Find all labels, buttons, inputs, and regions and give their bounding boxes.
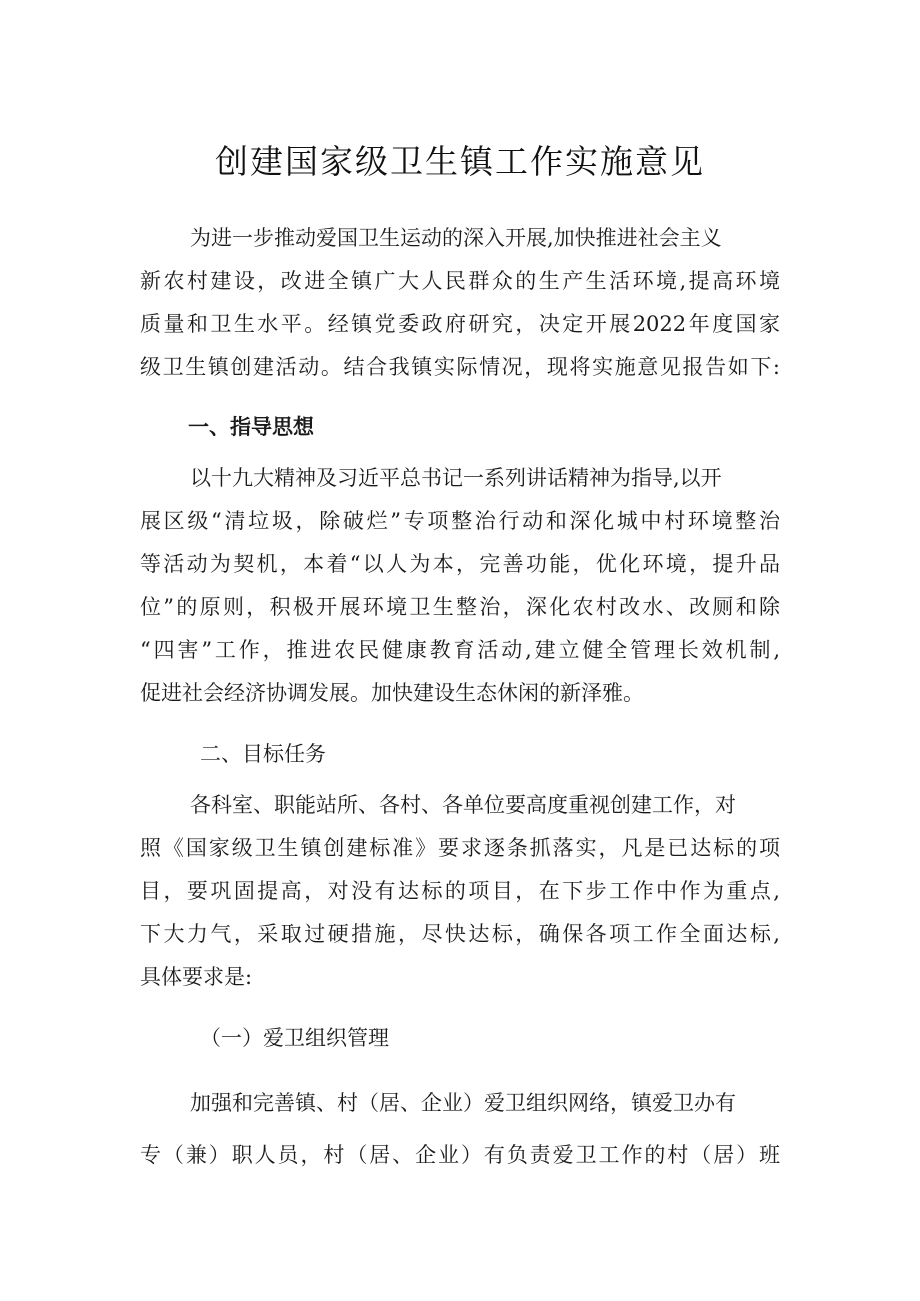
paragraph-line: 等活动为契机，本着“以人为本，完善功能，优化环境，提升品 bbox=[140, 552, 780, 576]
paragraph-line: 位”的原则，积极开展环境卫生整治，深化农村改水、改厕和除 bbox=[140, 595, 780, 619]
paragraph-line: 质量和卫生水平。经镇党委政府研究，决定开展2022年度国家 bbox=[140, 312, 780, 336]
paragraph-line: 下大力气，采取过硬措施，尽快达标，确保各项工作全面达标, bbox=[140, 922, 780, 946]
paragraph-line: 展区级“清垃圾，除破烂”专项整治行动和深化城中村环境整治 bbox=[140, 509, 780, 533]
paragraph-line: 以十九大精神及习近平总书记一系列讲话精神为指导,以开 bbox=[190, 466, 722, 490]
paragraph-line: 促进社会经济协调发展。加快建设生态休闲的新泽雅。 bbox=[140, 681, 644, 705]
section-heading: 二、目标任务 bbox=[200, 742, 326, 766]
subsection-heading: （一）爱卫组织管理 bbox=[200, 1026, 389, 1050]
paragraph-line: 为进一步推动爱国卫生运动的深入开展,加快推进社会主义 bbox=[190, 226, 722, 250]
paragraph-line: 级卫生镇创建活动。结合我镇实际情况，现将实施意见报告如下: bbox=[140, 355, 780, 379]
paragraph-line: 加强和完善镇、村（居、企业）爱卫组织网络，镇爱卫办有 bbox=[190, 1091, 736, 1115]
paragraph-line: 照《国家级卫生镇创建标准》要求逐条抓落实，凡是已达标的项 bbox=[140, 836, 780, 860]
paragraph-line: 各科室、职能站所、各村、各单位要高度重视创建工作，对 bbox=[190, 793, 736, 817]
paragraph-line: 专（兼）职人员，村（居、企业）有负责爱卫工作的村（居）班 bbox=[140, 1143, 780, 1167]
paragraph-line: 新农村建设，改进全镇广大人民群众的生产生活环境,提高环境 bbox=[140, 269, 780, 293]
paragraph-line: 具体要求是: bbox=[140, 965, 253, 989]
document-title: 创建国家级卫生镇工作实施意见 bbox=[215, 142, 705, 181]
section-heading: 一、指导思想 bbox=[188, 415, 314, 439]
paragraph-line: “四害”工作，推进农民健康教育活动,建立健全管理长效机制, bbox=[140, 638, 780, 662]
paragraph-line: 目，要巩固提高，对没有达标的项目，在下步工作中作为重点, bbox=[140, 879, 780, 903]
